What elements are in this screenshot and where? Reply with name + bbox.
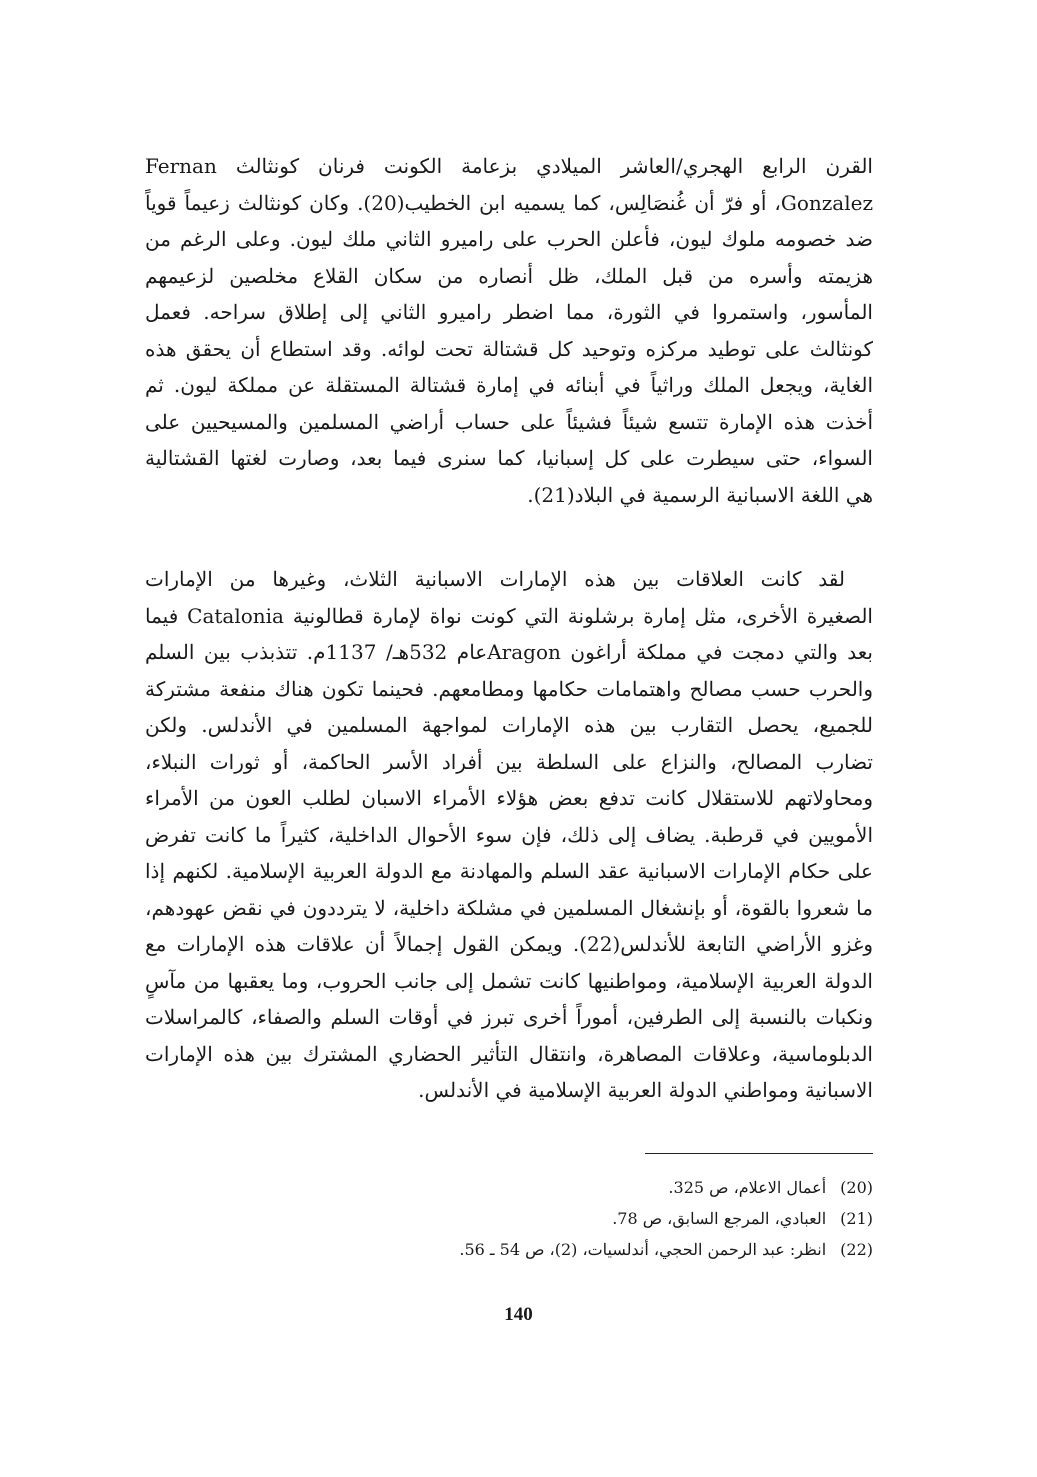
text-line: ضد خصومه ملوك ليون، فأعلن الحرب على راميرو الثاني ملك ليون. وعلى الرغم من [145, 227, 873, 251]
text-line: بعد والتي دمجت في مملكة أراغون Aragonعام 532هـ/ 1137م. تتذبذب بين السلم [145, 640, 873, 664]
footnote-number: (21) [840, 1209, 873, 1228]
text-line: ومحاولاتهم للاستقلال كانت تدفع بعض هؤلاء الأمراء الاسبان لطلب العون من الأمراء [145, 786, 873, 810]
text-line: ما شعروا بالقوة، أو بإنشغال المسلمين في مشلكة داخلية، لا يترددون في نقض عهودهم، [145, 895, 873, 920]
text-line: الاسبانية ومواطني الدولة العربية الإسلامية في الأندلس. [418, 1078, 873, 1102]
paragraph-2 [145, 561, 873, 1109]
footnote-text: انظر: عبد الرحمن الحجي، أندلسيات، (2)، ص 54 ـ 56. [459, 1240, 827, 1259]
text-line: لقد كانت العلاقات بين هذه الإمارات الاسبانية الثلاث، وغيرها من الإمارات [145, 567, 845, 591]
text-line: الأمويين في قرطبة. يضاف إلى ذلك، فإن سوء الأحوال الداخلية، كثيراً ما كانت تفرض [145, 822, 873, 847]
text-line: الصغيرة الأخرى، مثل إمارة برشلونة التي كونت نواة لإمارة قطالونية Catalonia فيما [145, 603, 873, 628]
text-line: Gonzalez، أو فرّ أن غُنصَالِس، كما يسميه ابن الخطيب(20). وكان كونثالث زعيماً قوياً [145, 190, 873, 215]
text-line: الدبلوماسية، وعلاقات المصاهرة، وانتقال التأثير الحضاري المشترك بين هذه الإمارات [145, 1041, 873, 1066]
footnote-number: (20) [840, 1178, 873, 1197]
text-line: والحرب حسب مصالح واهتمامات حكامها ومطامعهم. فحينما تكون هناك منفعة مشتركة [145, 676, 873, 701]
paragraph-1 [145, 148, 873, 513]
text-line: الغاية، ويجعل الملك وراثياً في أبنائه في إمارة قشتالة المستقلة عن مملكة ليون. ثم [145, 373, 873, 397]
text-line: هزيمته وأسره من قبل الملك، ظل أنصاره من سكان القلاع مخلصين لزعيمهم [145, 263, 873, 288]
text-line: تضارب المصالح، والنزاع على السلطة بين أفراد الأسر الحاكمة، أو ثورات النبلاء، [145, 749, 873, 774]
footnote-divider [645, 1153, 873, 1154]
footnote-21 [313, 1203, 873, 1234]
footnote-22 [313, 1234, 873, 1265]
footnote-number: (22) [840, 1240, 873, 1259]
footnote-text: العبادي، المرجع السابق، ص 78. [612, 1209, 827, 1228]
text-line: ونكبات بالنسبة إلى الطرفين، أموراً أخرى تبرز في أوقات السلم والصفاء، كالمراسلات [145, 1005, 873, 1029]
page-number: 140 [504, 1304, 533, 1325]
footnote-20 [313, 1172, 873, 1203]
footnote-text: أعمال الاعلام، ص 325. [668, 1178, 827, 1197]
text-line: كونثالث على توطيد مركزه وتوحيد كل قشتالة تحت لوائه. وقد استطاع أن يحقق هذه [145, 336, 873, 361]
text-line: هي اللغة الاسبانية الرسمية في البلاد(21). [527, 482, 873, 507]
text-line: للجميع، يحصل التقارب بين هذه الإمارات لمواجهة المسلمين في الأندلس. ولكن [145, 713, 873, 737]
text-line: المأسور، واستمروا في الثورة، مما اضطر راميرو الثاني إلى إطلاق سراحه. فعمل [145, 300, 873, 324]
text-line: وغزو الأراضي التابعة للأندلس(22). ويمكن القول إجمالاً أن علاقات هذه الإمارات مع [145, 932, 873, 956]
text-line: على حكام الإمارات الاسبانية عقد السلم والمهادنة مع الدولة العربية الإسلامية. لكنهم إذا [145, 859, 873, 883]
text-line: القرن الرابع الهجري/العاشر الميلادي بزعامة الكونت فرنان كونثالث Fernan [145, 154, 873, 178]
text-line: أخذت هذه الإمارة تتسع شيئاً فشيئاً على حساب أراضي المسلمين والمسيحيين على [145, 409, 873, 434]
footnotes [313, 1172, 873, 1265]
text-line: الدولة العربية الإسلامية، ومواطنيها كانت تشمل إلى جانب الحروب، وما يعقبها من مآسٍ [145, 968, 873, 993]
text-line: السواء، حتى سيطرت على كل إسبانيا، كما سنرى فيما بعد، وصارت لغتها القشتالية [145, 446, 873, 470]
